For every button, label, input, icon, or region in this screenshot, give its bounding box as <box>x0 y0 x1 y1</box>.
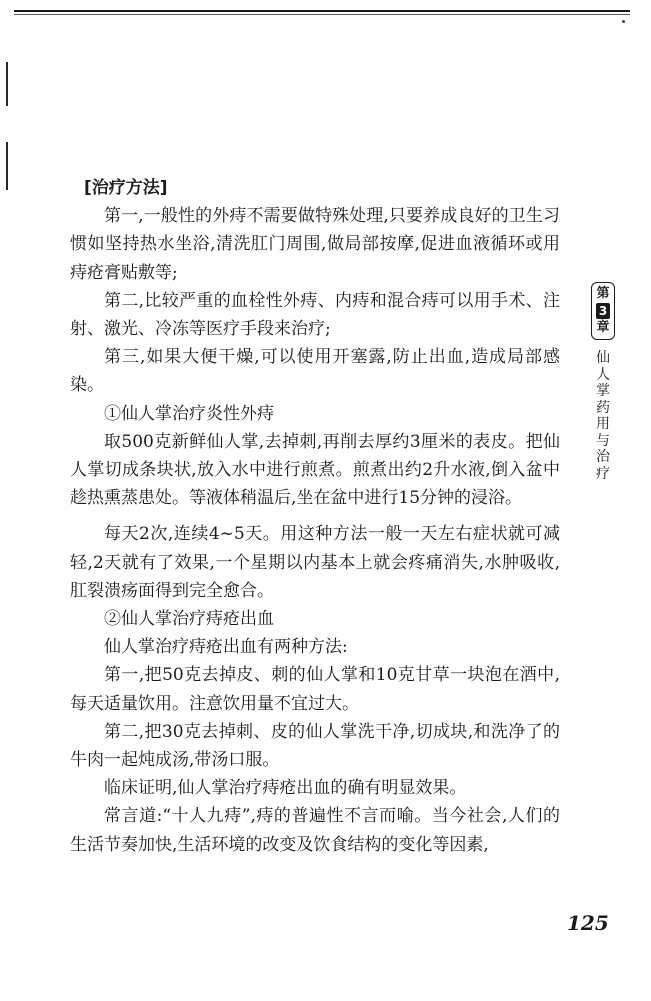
chapter-suffix: 章 <box>596 320 610 335</box>
header-rule-thin <box>14 14 630 15</box>
subheading: ②仙人掌治疗痔疮出血 <box>104 609 274 630</box>
paragraph: 第二,把30克去掉刺、皮的仙人掌洗干净,切成块,和洗净了的牛肉一起炖成汤,带汤口服。 <box>70 721 560 771</box>
scan-speck <box>622 20 625 23</box>
chapter-side-tab <box>591 282 615 482</box>
paragraph: 第一,把50克去掉皮、刺的仙人掌和10克甘草一块泡在酒中,每天适量饮用。注意饮用量不宜过大。 <box>70 665 560 714</box>
body-text <box>70 174 560 859</box>
paragraph: 临床证明,仙人掌治疗痔疮出血的确有明显效果。 <box>104 778 467 799</box>
subheading: ①仙人掌治疗炎性外痔 <box>104 403 274 424</box>
chapter-label <box>591 282 615 340</box>
paragraph: 仙人掌治疗痔疮出血有两种方法: <box>104 637 348 658</box>
page-number: 125 <box>567 911 609 935</box>
chapter-prefix: 第 <box>596 286 610 301</box>
paragraph: 每天2次,连续4~5天。用这种方法一般一天左右症状就可减轻,2天就有了效果,一个星期以内基本上就会疼痛消失,水肿吸收,肛裂溃疡面得到完全愈合。 <box>70 524 560 601</box>
paragraph: 第三,如果大便干燥,可以使用开塞露,防止出血,造成局部感染。 <box>70 347 560 396</box>
section-heading: [治疗方法] <box>84 178 168 198</box>
chapter-title: 仙人掌药用与治疗 <box>596 350 610 482</box>
paragraph: 常言道:“十人九痔”,痔的普遍性不言而喻。当今社会,人们的生活节奏加快,生活环境的改变及饮食结构的变化等因素, <box>70 806 560 855</box>
paragraph: 第二,比较严重的血栓性外痔、内痔和混合痔可以用手术、注射、激光、冷冻等医疗手段来治疗; <box>70 290 560 340</box>
header-rule-thick <box>14 10 630 12</box>
scan-edge-mark <box>6 62 8 106</box>
chapter-number: 3 <box>596 303 610 319</box>
scan-edge-mark <box>6 142 8 190</box>
paragraph: 取500克新鲜仙人掌,去掉刺,再削去厚约3厘米的表皮。把仙人掌切成条块状,放入水中进行煎煮。煎煮出约2升水液,倒入盆中趁热熏蒸患处。等液体稍温后,坐在盆中进行15分钟的浸浴。 <box>70 431 560 509</box>
paragraph: 第一,一般性的外痔不需要做特殊处理,只要养成良好的卫生习惯如坚持热水坐浴,清洗肛门周围,做局部按摩,促进血液循环或用痔疮膏贴敷等; <box>70 206 560 283</box>
